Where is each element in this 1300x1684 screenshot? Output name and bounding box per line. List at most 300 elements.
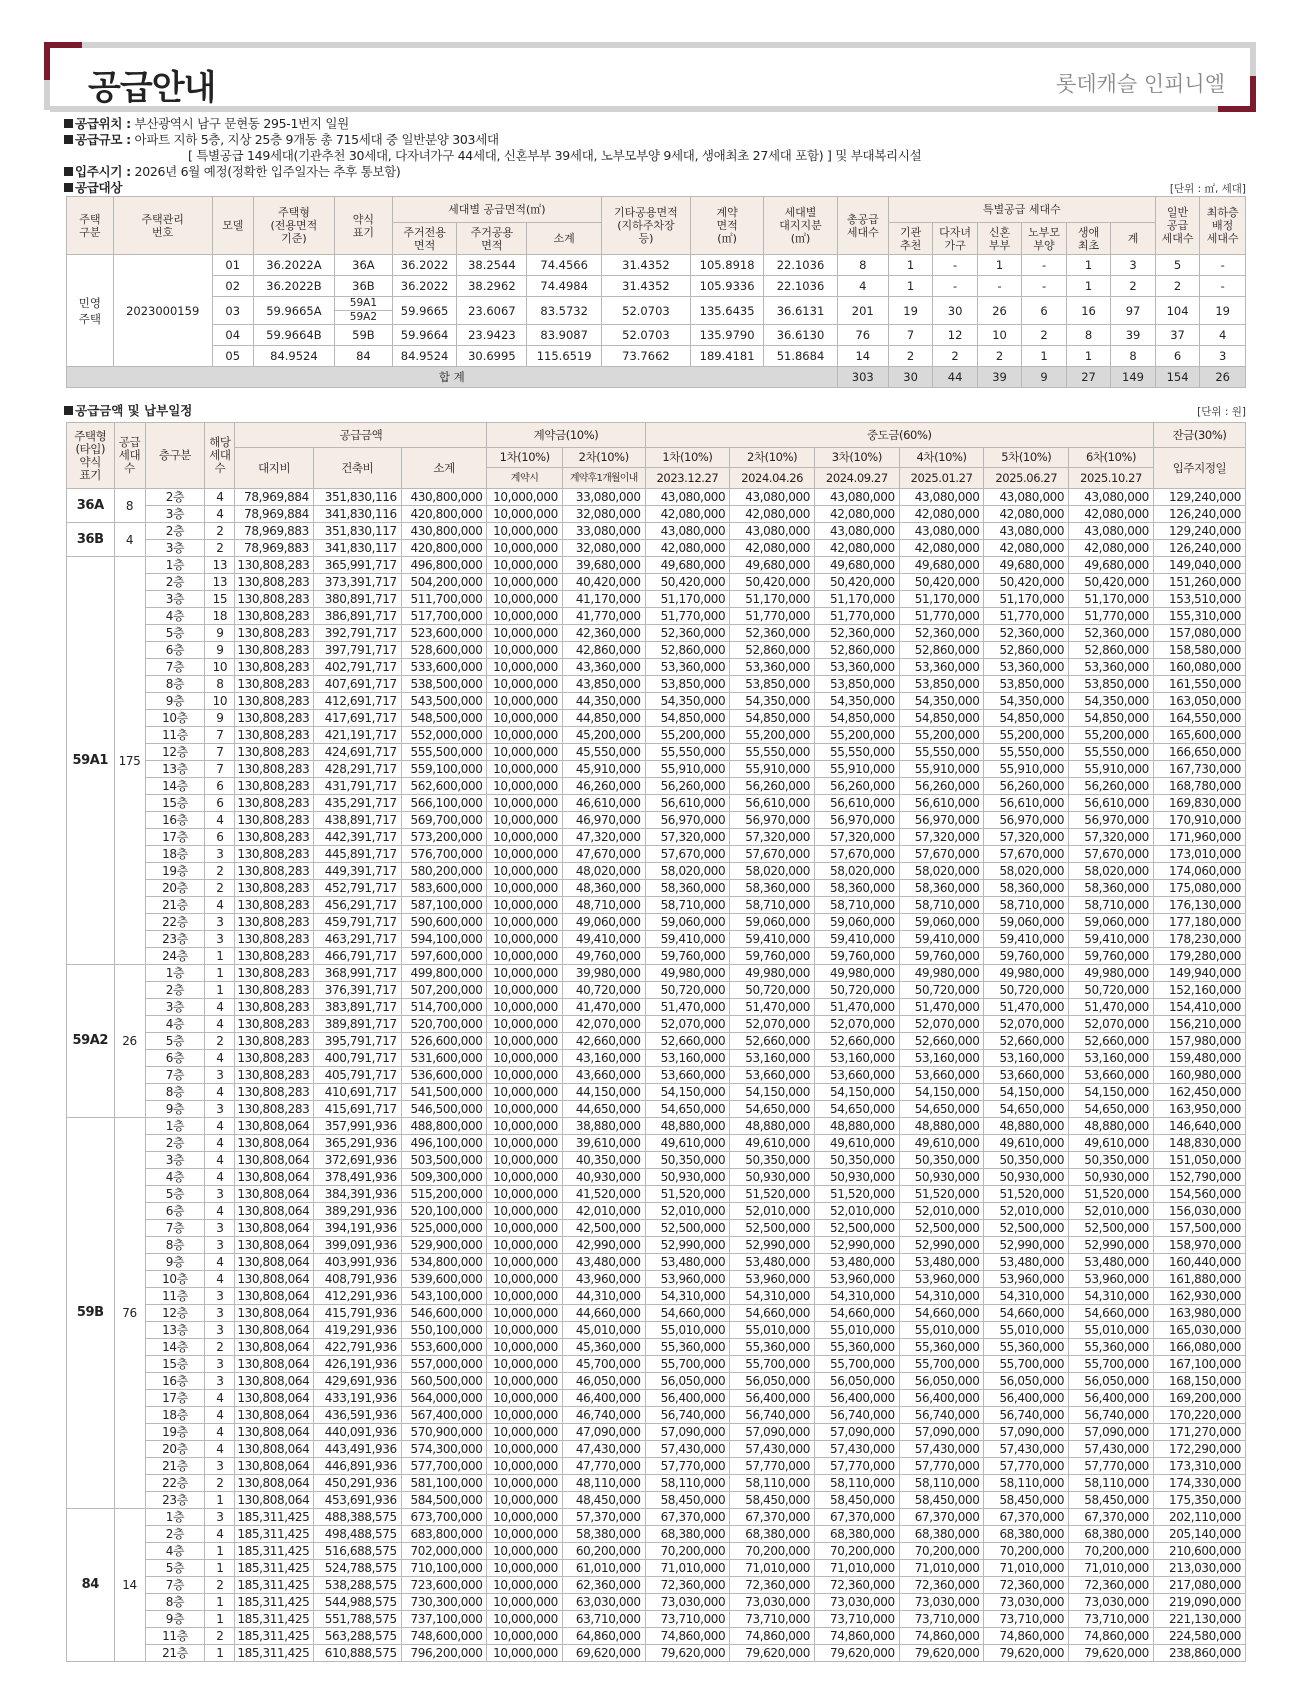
total-cell: 149 xyxy=(1111,367,1156,388)
unit-count-cell: 4 xyxy=(205,1135,235,1152)
table-row xyxy=(67,999,1246,1016)
mid-payment-cell: 55,700,000 xyxy=(984,1356,1069,1373)
cell: 73.7662 xyxy=(601,346,690,367)
type-cell: 84 xyxy=(67,1509,115,1662)
table-row xyxy=(67,914,1246,931)
floor-cell: 23층 xyxy=(145,931,205,948)
table-row xyxy=(67,1475,1246,1492)
deposit-2-cell: 39,610,000 xyxy=(562,1135,645,1152)
mid-payment-cell: 50,930,000 xyxy=(1069,1169,1154,1186)
price-subtotal-cell: 580,200,000 xyxy=(401,863,487,880)
mid-payment-cell: 52,860,000 xyxy=(815,642,900,659)
price-subtotal-cell: 730,300,000 xyxy=(401,1594,487,1611)
balance-cell: 213,030,000 xyxy=(1153,1560,1245,1577)
balance-cell: 238,860,000 xyxy=(1153,1645,1245,1662)
mid-payment-cell: 57,430,000 xyxy=(645,1441,730,1458)
deposit-1-cell: 10,000,000 xyxy=(487,744,562,761)
price-subtotal-cell: 507,200,000 xyxy=(401,982,487,999)
balance-cell: 163,980,000 xyxy=(1153,1305,1245,1322)
build-cost-cell: 498,488,575 xyxy=(313,1526,401,1543)
deposit-1-cell: 10,000,000 xyxy=(487,608,562,625)
floor-cell: 13층 xyxy=(145,761,205,778)
build-cost-cell: 400,791,717 xyxy=(313,1050,401,1067)
mid-payment-cell: 57,770,000 xyxy=(645,1458,730,1475)
mid-payment-cell: 49,610,000 xyxy=(899,1135,984,1152)
balance-cell: 173,310,000 xyxy=(1153,1458,1245,1475)
mid-payment-cell: 53,160,000 xyxy=(899,1050,984,1067)
deposit-1-cell: 10,000,000 xyxy=(487,1271,562,1288)
mid-payment-cell: 57,320,000 xyxy=(815,829,900,846)
mid-payment-cell: 58,110,000 xyxy=(645,1475,730,1492)
build-cost-cell: 368,991,717 xyxy=(313,965,401,982)
land-cost-cell: 130,808,064 xyxy=(235,1424,314,1441)
build-cost-cell: 376,391,717 xyxy=(313,982,401,999)
mid-payment-cell: 54,150,000 xyxy=(1069,1084,1154,1101)
deposit-1-cell: 10,000,000 xyxy=(487,1186,562,1203)
mid-payment-cell: 57,430,000 xyxy=(899,1441,984,1458)
balance-cell: 151,260,000 xyxy=(1153,574,1245,591)
mid-payment-cell: 74,860,000 xyxy=(984,1628,1069,1645)
mid-payment-cell: 54,310,000 xyxy=(730,1288,815,1305)
th-unit-count: 해당 세대 수 xyxy=(205,423,235,489)
unit-count-cell: 4 xyxy=(205,812,235,829)
price-subtotal-cell: 574,300,000 xyxy=(401,1441,487,1458)
mid-payment-cell: 59,760,000 xyxy=(730,948,815,965)
deposit-1-cell: 10,000,000 xyxy=(487,982,562,999)
deposit-1-cell: 10,000,000 xyxy=(487,1169,562,1186)
th-deposit-1-when: 계약시 xyxy=(487,468,562,489)
deposit-2-cell: 63,030,000 xyxy=(562,1594,645,1611)
mid-payment-cell: 51,170,000 xyxy=(815,591,900,608)
deposit-2-cell: 46,740,000 xyxy=(562,1407,645,1424)
table-row xyxy=(67,1050,1246,1067)
cell: 74.4984 xyxy=(527,276,602,297)
deposit-1-cell: 10,000,000 xyxy=(487,1475,562,1492)
land-cost-cell: 130,808,064 xyxy=(235,1135,314,1152)
balance-cell: 173,010,000 xyxy=(1153,846,1245,863)
price-subtotal-cell: 577,700,000 xyxy=(401,1458,487,1475)
table-row xyxy=(67,540,1246,557)
mid-payment-cell: 52,500,000 xyxy=(899,1220,984,1237)
mid-payment-cell: 52,360,000 xyxy=(815,625,900,642)
deposit-1-cell: 10,000,000 xyxy=(487,1016,562,1033)
build-cost-cell: 389,891,717 xyxy=(313,1016,401,1033)
deposit-2-cell: 44,310,000 xyxy=(562,1288,645,1305)
mid-payment-cell: 55,200,000 xyxy=(645,727,730,744)
unit-count-cell: 4 xyxy=(205,1424,235,1441)
th-type: 주택형 (타입) 약식 표기 xyxy=(67,423,115,489)
mid-payment-cell: 54,650,000 xyxy=(815,1101,900,1118)
floor-cell: 2층 xyxy=(145,1135,205,1152)
mid-payment-cell: 54,650,000 xyxy=(984,1101,1069,1118)
floor-cell: 1층 xyxy=(145,1118,205,1135)
cell: 02 xyxy=(212,276,253,297)
mid-payment-cell: 55,910,000 xyxy=(984,761,1069,778)
mid-payment-cell: 55,200,000 xyxy=(899,727,984,744)
deposit-2-cell: 45,010,000 xyxy=(562,1322,645,1339)
balance-cell: 153,510,000 xyxy=(1153,591,1245,608)
mid-payment-cell: 57,770,000 xyxy=(984,1458,1069,1475)
table-row xyxy=(67,1611,1246,1628)
table-row xyxy=(67,1288,1246,1305)
table-row xyxy=(67,1067,1246,1084)
build-cost-cell: 408,791,936 xyxy=(313,1271,401,1288)
floor-cell: 2층 xyxy=(145,574,205,591)
land-cost-cell: 130,808,283 xyxy=(235,1033,314,1050)
price-subtotal-cell: 488,800,000 xyxy=(401,1118,487,1135)
cell: 22.1036 xyxy=(764,276,837,297)
deposit-2-cell: 41,470,000 xyxy=(562,999,645,1016)
mid-payment-cell: 53,660,000 xyxy=(815,1067,900,1084)
mid-payment-cell: 57,320,000 xyxy=(984,829,1069,846)
deposit-1-cell: 10,000,000 xyxy=(487,1135,562,1152)
deposit-2-cell: 44,650,000 xyxy=(562,1101,645,1118)
th-mid-5: 5차(10%) xyxy=(984,448,1069,468)
deposit-2-cell: 39,980,000 xyxy=(562,965,645,982)
balance-cell: 202,110,000 xyxy=(1153,1509,1245,1526)
cell: 2 xyxy=(977,346,1021,367)
deposit-1-cell: 10,000,000 xyxy=(487,659,562,676)
mid-payment-cell: 53,160,000 xyxy=(984,1050,1069,1067)
floor-cell: 9층 xyxy=(145,1254,205,1271)
deposit-1-cell: 10,000,000 xyxy=(487,710,562,727)
mid-payment-cell: 59,060,000 xyxy=(645,914,730,931)
mid-payment-cell: 58,110,000 xyxy=(984,1475,1069,1492)
cell: 2 xyxy=(1111,276,1156,297)
balance-cell: 163,950,000 xyxy=(1153,1101,1245,1118)
floor-cell: 4층 xyxy=(145,1169,205,1186)
mid-payment-cell: 72,360,000 xyxy=(645,1577,730,1594)
floor-cell: 6층 xyxy=(145,1203,205,1220)
table-row xyxy=(67,880,1246,897)
mid-payment-cell: 56,970,000 xyxy=(899,812,984,829)
balance-cell: 221,130,000 xyxy=(1153,1611,1245,1628)
deposit-1-cell: 10,000,000 xyxy=(487,1577,562,1594)
deposit-1-cell: 10,000,000 xyxy=(487,1305,562,1322)
unit-count-cell: 10 xyxy=(205,659,235,676)
floor-cell: 23층 xyxy=(145,1492,205,1509)
mid-payment-cell: 67,370,000 xyxy=(1069,1509,1154,1526)
mid-payment-cell: 54,850,000 xyxy=(1069,710,1154,727)
mid-payment-cell: 71,010,000 xyxy=(730,1560,815,1577)
deposit-2-cell: 48,110,000 xyxy=(562,1475,645,1492)
price-subtotal-cell: 543,100,000 xyxy=(401,1288,487,1305)
unit-count-cell: 1 xyxy=(205,982,235,999)
build-cost-cell: 488,388,575 xyxy=(313,1509,401,1526)
balance-cell: 166,650,000 xyxy=(1153,744,1245,761)
balance-cell: 166,080,000 xyxy=(1153,1339,1245,1356)
balance-cell: 168,780,000 xyxy=(1153,778,1245,795)
info-scale: 공급규모 : 아파트 지하 5층, 지상 25층 9개동 총 715세대 중 일반분양 303세대 xyxy=(64,132,921,148)
deposit-1-cell: 10,000,000 xyxy=(487,1101,562,1118)
build-cost-cell: 399,091,936 xyxy=(313,1237,401,1254)
mid-payment-cell: 52,010,000 xyxy=(815,1203,900,1220)
deposit-2-cell: 38,880,000 xyxy=(562,1118,645,1135)
price-subtotal-cell: 526,600,000 xyxy=(401,1033,487,1050)
deposit-2-cell: 41,170,000 xyxy=(562,591,645,608)
mid-payment-cell: 55,910,000 xyxy=(730,761,815,778)
mid-payment-cell: 57,320,000 xyxy=(899,829,984,846)
deposit-1-cell: 10,000,000 xyxy=(487,506,562,523)
price-subtotal-cell: 541,500,000 xyxy=(401,1084,487,1101)
unit-count-cell: 1 xyxy=(205,1492,235,1509)
deposit-2-cell: 49,060,000 xyxy=(562,914,645,931)
land-cost-cell: 130,808,064 xyxy=(235,1152,314,1169)
cell: 36.6131 xyxy=(764,297,837,325)
deposit-1-cell: 10,000,000 xyxy=(487,1543,562,1560)
build-cost-cell: 351,830,117 xyxy=(313,523,401,540)
unit-count-cell: 3 xyxy=(205,1509,235,1526)
build-cost-cell: 351,830,116 xyxy=(313,489,401,506)
deposit-1-cell: 10,000,000 xyxy=(487,1050,562,1067)
balance-cell: 167,100,000 xyxy=(1153,1356,1245,1373)
table-row xyxy=(67,693,1246,710)
balance-cell: 160,980,000 xyxy=(1153,1067,1245,1084)
floor-cell: 5층 xyxy=(145,1033,205,1050)
mid-payment-cell: 74,860,000 xyxy=(645,1628,730,1645)
table-row xyxy=(67,1254,1246,1271)
mid-payment-cell: 55,360,000 xyxy=(815,1339,900,1356)
cell: - xyxy=(933,276,977,297)
balance-cell: 165,600,000 xyxy=(1153,727,1245,744)
mid-payment-cell: 59,060,000 xyxy=(984,914,1069,931)
mid-payment-cell: 54,660,000 xyxy=(984,1305,1069,1322)
deposit-2-cell: 42,070,000 xyxy=(562,1016,645,1033)
mid-payment-cell: 53,480,000 xyxy=(984,1254,1069,1271)
mid-payment-cell: 52,660,000 xyxy=(984,1033,1069,1050)
land-cost-cell: 130,808,283 xyxy=(235,608,314,625)
unit-count-cell: 2 xyxy=(205,1628,235,1645)
unit-count-cell: 6 xyxy=(205,829,235,846)
floor-cell: 15층 xyxy=(145,795,205,812)
mid-payment-cell: 73,030,000 xyxy=(730,1594,815,1611)
mid-payment-cell: 73,710,000 xyxy=(984,1611,1069,1628)
mid-payment-cell: 43,080,000 xyxy=(815,523,900,540)
price-subtotal-cell: 573,200,000 xyxy=(401,829,487,846)
balance-cell: 156,030,000 xyxy=(1153,1203,1245,1220)
cell: 83.9087 xyxy=(527,325,602,346)
table2-unit: [단위 : 원] xyxy=(1197,406,1246,418)
mid-payment-cell: 52,860,000 xyxy=(645,642,730,659)
unit-count-cell: 4 xyxy=(205,1203,235,1220)
deposit-2-cell: 44,660,000 xyxy=(562,1305,645,1322)
cell: 3 xyxy=(1111,255,1156,276)
th-special-sum: 계 xyxy=(1111,223,1156,255)
floor-cell: 10층 xyxy=(145,710,205,727)
build-cost-cell: 442,391,717 xyxy=(313,829,401,846)
cell: 36B xyxy=(335,276,393,297)
build-cost-cell: 456,291,717 xyxy=(313,897,401,914)
mid-payment-cell: 51,170,000 xyxy=(730,591,815,608)
mid-payment-cell: 72,360,000 xyxy=(815,1577,900,1594)
balance-cell: 160,440,000 xyxy=(1153,1254,1245,1271)
deposit-2-cell: 45,910,000 xyxy=(562,761,645,778)
th-mid-3-date: 2024.09.27 xyxy=(815,468,900,489)
total-cell: 39 xyxy=(977,367,1021,388)
deposit-2-cell: 43,480,000 xyxy=(562,1254,645,1271)
balance-cell: 217,080,000 xyxy=(1153,1577,1245,1594)
deposit-1-cell: 10,000,000 xyxy=(487,693,562,710)
mid-payment-cell: 56,050,000 xyxy=(645,1373,730,1390)
mid-payment-cell: 54,150,000 xyxy=(645,1084,730,1101)
mid-payment-cell: 50,720,000 xyxy=(815,982,900,999)
mid-payment-cell: 51,520,000 xyxy=(899,1186,984,1203)
mid-payment-cell: 72,360,000 xyxy=(730,1577,815,1594)
mid-payment-cell: 55,700,000 xyxy=(1069,1356,1154,1373)
mid-payment-cell: 67,370,000 xyxy=(815,1509,900,1526)
mid-payment-cell: 51,170,000 xyxy=(1069,591,1154,608)
build-cost-cell: 443,491,936 xyxy=(313,1441,401,1458)
land-cost-cell: 130,808,064 xyxy=(235,1254,314,1271)
land-cost-cell: 185,311,425 xyxy=(235,1645,314,1662)
mid-payment-cell: 54,350,000 xyxy=(815,693,900,710)
mid-payment-cell: 58,020,000 xyxy=(1069,863,1154,880)
mid-payment-cell: 58,450,000 xyxy=(984,1492,1069,1509)
table-row xyxy=(67,325,1246,346)
mid-payment-cell: 52,660,000 xyxy=(730,1033,815,1050)
th-deposit-2-when: 계약후1개월이내 xyxy=(562,468,645,489)
mid-payment-cell: 54,850,000 xyxy=(645,710,730,727)
balance-cell: 170,910,000 xyxy=(1153,812,1245,829)
mid-payment-cell: 51,170,000 xyxy=(645,591,730,608)
cell: 1 xyxy=(1066,276,1110,297)
table-row xyxy=(67,1220,1246,1237)
deposit-1-cell: 10,000,000 xyxy=(487,846,562,863)
floor-cell: 21층 xyxy=(145,1458,205,1475)
balance-cell: 170,220,000 xyxy=(1153,1407,1245,1424)
th-other-common: 기타공용면적 (지하주차장 등) xyxy=(601,197,690,255)
land-cost-cell: 130,808,283 xyxy=(235,948,314,965)
unit-count-cell: 2 xyxy=(205,1339,235,1356)
price-subtotal-cell: 514,700,000 xyxy=(401,999,487,1016)
table-row xyxy=(67,297,1246,325)
deposit-2-cell: 47,770,000 xyxy=(562,1458,645,1475)
corner-accent xyxy=(1250,76,1256,112)
build-cost-cell: 436,591,936 xyxy=(313,1407,401,1424)
build-cost-cell: 445,891,717 xyxy=(313,846,401,863)
build-cost-cell: 392,791,717 xyxy=(313,625,401,642)
floor-cell: 5층 xyxy=(145,1186,205,1203)
deposit-2-cell: 47,090,000 xyxy=(562,1424,645,1441)
mid-payment-cell: 43,080,000 xyxy=(815,489,900,506)
mid-payment-cell: 67,370,000 xyxy=(730,1509,815,1526)
mid-payment-cell: 55,360,000 xyxy=(984,1339,1069,1356)
build-cost-cell: 403,991,936 xyxy=(313,1254,401,1271)
price-subtotal-cell: 511,700,000 xyxy=(401,591,487,608)
price-subtotal-cell: 559,100,000 xyxy=(401,761,487,778)
mid-payment-cell: 56,050,000 xyxy=(899,1373,984,1390)
mid-payment-cell: 73,710,000 xyxy=(899,1611,984,1628)
table-row xyxy=(67,255,1246,276)
mid-payment-cell: 59,760,000 xyxy=(1069,948,1154,965)
mid-payment-cell: 58,110,000 xyxy=(815,1475,900,1492)
th-price-subtotal: 소계 xyxy=(401,448,487,489)
mid-payment-cell: 55,550,000 xyxy=(730,744,815,761)
mid-payment-cell: 50,720,000 xyxy=(730,982,815,999)
unit-count-cell: 1 xyxy=(205,1594,235,1611)
total-cell: 154 xyxy=(1155,367,1199,388)
mid-payment-cell: 59,410,000 xyxy=(899,931,984,948)
mid-payment-cell: 42,080,000 xyxy=(1069,506,1154,523)
table-row xyxy=(67,1237,1246,1254)
mid-payment-cell: 52,070,000 xyxy=(815,1016,900,1033)
price-subtotal-cell: 546,600,000 xyxy=(401,1305,487,1322)
price-subtotal-cell: 683,800,000 xyxy=(401,1526,487,1543)
unit-count-cell: 4 xyxy=(205,1016,235,1033)
mid-payment-cell: 52,500,000 xyxy=(730,1220,815,1237)
mid-payment-cell: 73,030,000 xyxy=(645,1594,730,1611)
balance-cell: 164,550,000 xyxy=(1153,710,1245,727)
deposit-1-cell: 10,000,000 xyxy=(487,965,562,982)
table-row xyxy=(67,1339,1246,1356)
build-cost-cell: 428,291,717 xyxy=(313,761,401,778)
floor-cell: 13층 xyxy=(145,1322,205,1339)
mid-payment-cell: 56,740,000 xyxy=(1069,1407,1154,1424)
corner-accent xyxy=(44,42,50,80)
land-cost-cell: 130,808,283 xyxy=(235,965,314,982)
mid-payment-cell: 43,080,000 xyxy=(984,489,1069,506)
balance-cell: 172,290,000 xyxy=(1153,1441,1245,1458)
land-cost-cell: 130,808,283 xyxy=(235,931,314,948)
mid-payment-cell: 51,470,000 xyxy=(815,999,900,1016)
mid-payment-cell: 54,660,000 xyxy=(645,1305,730,1322)
mid-payment-cell: 51,470,000 xyxy=(1069,999,1154,1016)
cell: 83.5732 xyxy=(527,297,602,325)
mid-payment-cell: 51,470,000 xyxy=(984,999,1069,1016)
mid-payment-cell: 48,880,000 xyxy=(645,1118,730,1135)
price-subtotal-cell: 748,600,000 xyxy=(401,1628,487,1645)
table-row xyxy=(67,744,1246,761)
table-row xyxy=(67,591,1246,608)
th-supply-count: 공급 세대 수 xyxy=(114,423,145,489)
mid-payment-cell: 50,930,000 xyxy=(645,1169,730,1186)
build-cost-cell: 410,691,717 xyxy=(313,1084,401,1101)
mid-payment-cell: 58,020,000 xyxy=(984,863,1069,880)
info-location: 공급위치 : 부산광역시 남구 문현동 295-1번지 일원 xyxy=(64,116,921,132)
price-subtotal-cell: 576,700,000 xyxy=(401,846,487,863)
unit-count-cell: 1 xyxy=(205,1611,235,1628)
mid-payment-cell: 51,770,000 xyxy=(984,608,1069,625)
mid-payment-cell: 55,010,000 xyxy=(899,1322,984,1339)
table-row xyxy=(67,1118,1246,1135)
table-row xyxy=(67,1594,1246,1611)
floor-cell: 20층 xyxy=(145,1441,205,1458)
land-cost-cell: 130,808,283 xyxy=(235,897,314,914)
mid-payment-cell: 57,320,000 xyxy=(730,829,815,846)
floor-cell: 2층 xyxy=(145,489,205,506)
build-cost-cell: 383,891,717 xyxy=(313,999,401,1016)
mid-payment-cell: 54,660,000 xyxy=(815,1305,900,1322)
mid-payment-cell: 52,360,000 xyxy=(645,625,730,642)
price-subtotal-cell: 560,500,000 xyxy=(401,1373,487,1390)
supply-count-cell: 4 xyxy=(114,523,145,557)
cell: 84 xyxy=(335,346,393,367)
mid-payment-cell: 42,080,000 xyxy=(645,506,730,523)
land-cost-cell: 78,969,883 xyxy=(235,540,314,557)
deposit-2-cell: 46,260,000 xyxy=(562,778,645,795)
mid-payment-cell: 74,860,000 xyxy=(899,1628,984,1645)
floor-cell: 8층 xyxy=(145,1237,205,1254)
mid-payment-cell: 52,860,000 xyxy=(984,642,1069,659)
price-subtotal-cell: 529,900,000 xyxy=(401,1237,487,1254)
unit-count-cell: 3 xyxy=(205,1373,235,1390)
balance-cell: 219,090,000 xyxy=(1153,1594,1245,1611)
unit-count-cell: 4 xyxy=(205,489,235,506)
mid-payment-cell: 51,470,000 xyxy=(645,999,730,1016)
mid-payment-cell: 42,080,000 xyxy=(730,506,815,523)
deposit-2-cell: 42,990,000 xyxy=(562,1237,645,1254)
land-cost-cell: 130,808,064 xyxy=(235,1288,314,1305)
